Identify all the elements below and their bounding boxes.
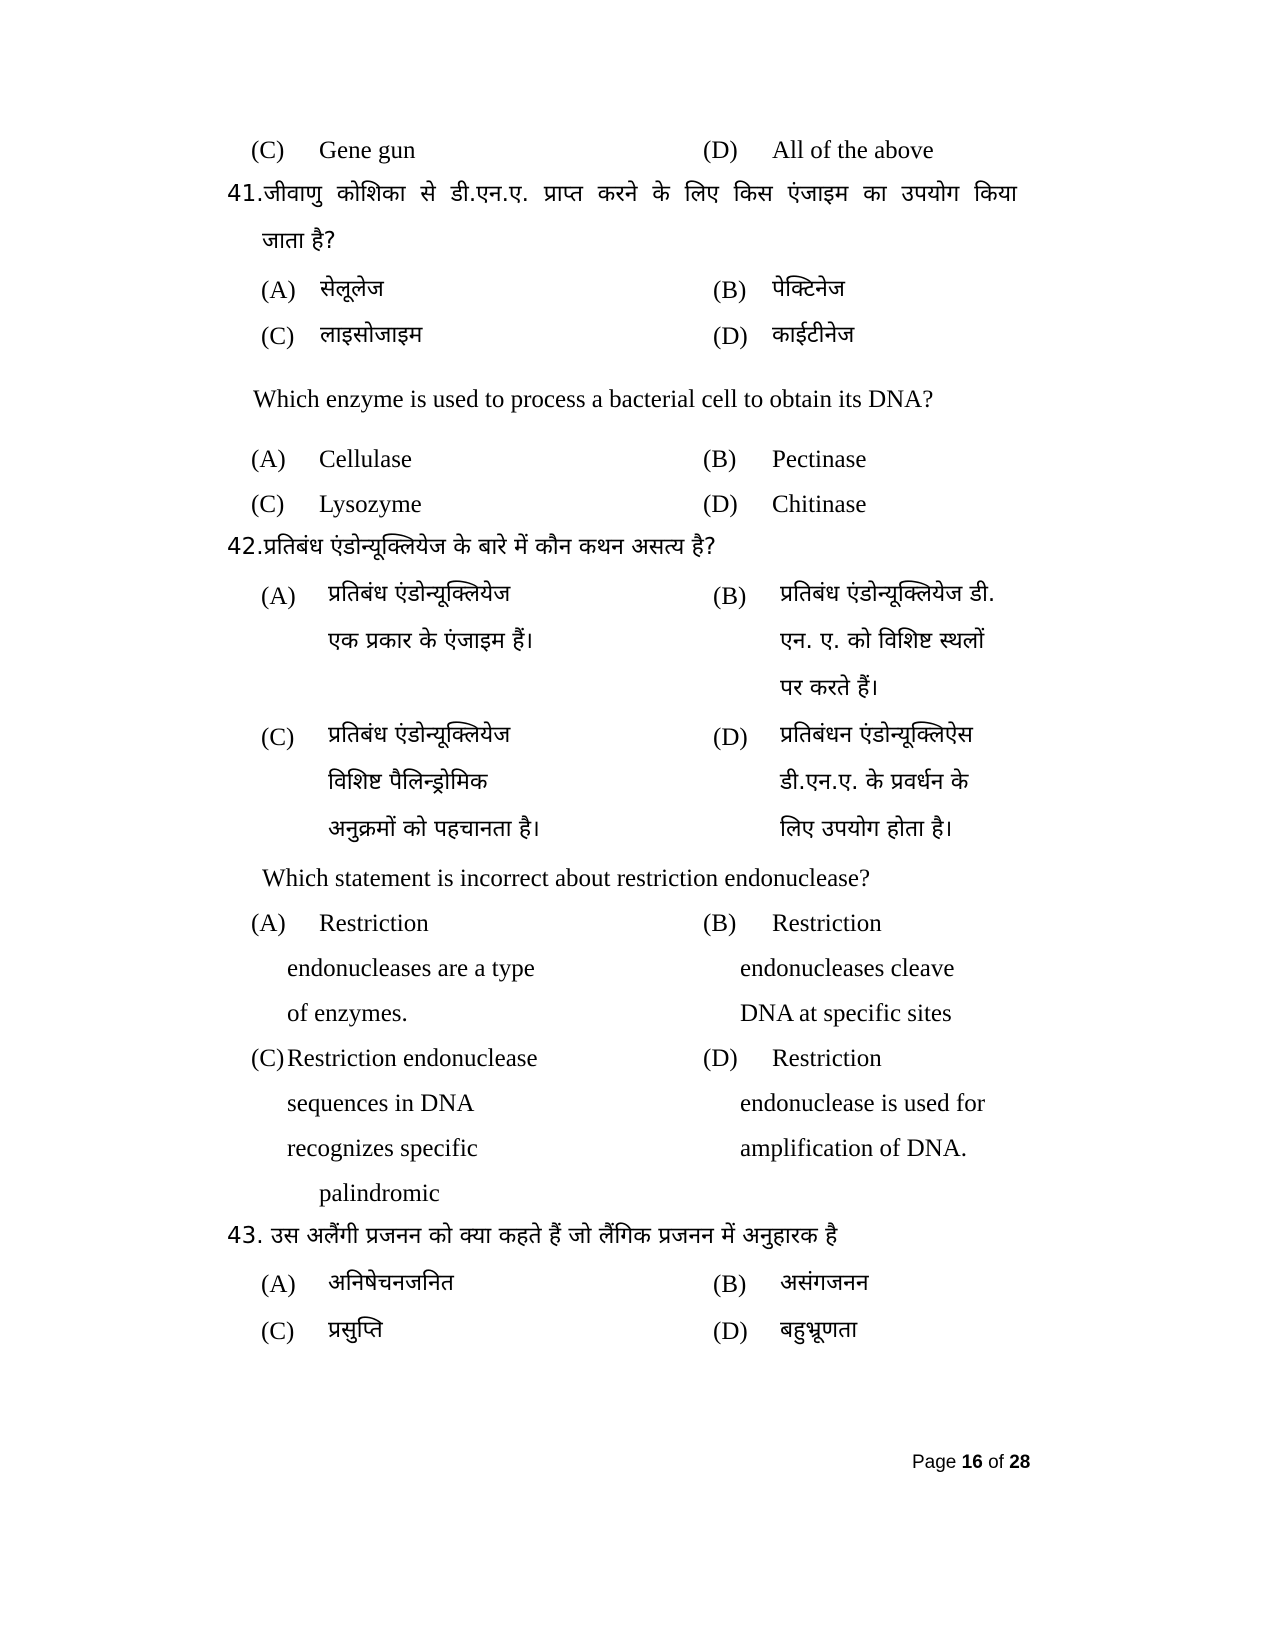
q41-english-option-c-label: (C) (251, 491, 285, 518)
q41-english-option-b-text: Pectinase (772, 446, 867, 473)
q42-english-option-d-line3: amplification of DNA. (740, 1135, 968, 1162)
footer-of-word: of (988, 1452, 1004, 1473)
q42-hindi-option-b-line3: पर करते हैं। (780, 675, 879, 701)
q42-english-option-a-label: (A) (251, 910, 286, 937)
q42-english-option-c-line2: sequences in DNA (287, 1090, 475, 1117)
q41-english-option-a-label: (A) (251, 446, 286, 473)
q41-hindi-option-c-text: लाइसोजाइम (320, 322, 423, 348)
q42-hindi-option-d-line2: डी.एन.ए. के प्रवर्धन के (780, 769, 969, 795)
q42-hindi-option-a-label: (A) (261, 583, 296, 610)
q42-english-option-b-line2: endonucleases cleave (740, 955, 955, 982)
q42-english-question: Which statement is incorrect about restriction endonuclease? (262, 865, 871, 892)
q41-hindi-option-c-label: (C) (261, 323, 295, 350)
q42-hindi-option-c-line3: अनुक्रमों को पहचानता है। (328, 816, 540, 842)
q41-english-option-d-label: (D) (703, 491, 738, 518)
q41-hindi-option-a-label: (A) (261, 277, 296, 304)
q41-hindi-question-line2: जाता है? (262, 228, 336, 254)
q41-english-option-c-text: Lysozyme (319, 491, 422, 518)
q42-english-option-c-line4: palindromic (319, 1180, 440, 1207)
q41-english-option-d-text: Chitinase (772, 491, 867, 518)
q43-hindi-option-a-text: अनिषेचनजनित (328, 1270, 454, 1296)
q40-option-d-label: (D) (703, 137, 738, 164)
q41-hindi-option-b-text: पेक्टिनेज (772, 276, 845, 302)
q42-hindi-option-d-line1: प्रतिबंधन एंडोन्यूक्लिऐस (780, 722, 973, 748)
q42-hindi-option-d-label: (D) (713, 724, 748, 751)
q42-english-option-d-label: (D) (703, 1045, 738, 1072)
q41-hindi-option-d-label: (D) (713, 323, 748, 350)
q42-english-option-c-line3: recognizes specific (287, 1135, 478, 1162)
q41-english-question: Which enzyme is used to process a bacterial cell to obtain its DNA? (253, 386, 934, 413)
q42-hindi-question: 42.प्रतिबंध एंडोन्यूक्लियेज के बारे में कौन कथन असत्य है? (227, 534, 717, 560)
q41-english-option-b-label: (B) (703, 446, 737, 473)
q42-hindi-option-b-line1: प्रतिबंध एंडोन्यूक्लियेज डी. (780, 581, 996, 607)
q43-hindi-option-c-text: प्रसुप्ति (328, 1317, 383, 1343)
q42-english-option-c-line1: Restriction endonuclease (287, 1045, 538, 1072)
q43-hindi-option-c-label: (C) (261, 1318, 295, 1345)
q43-hindi-question: 43. उस अलैंगी प्रजनन को क्या कहते हैं जो लैंगिक प्रजनन में अनुहारक है (227, 1223, 838, 1249)
q42-english-option-c-label: (C) (251, 1045, 285, 1072)
q43-hindi-option-b-text: असंगजनन (780, 1270, 869, 1296)
q41-hindi-option-b-label: (B) (713, 277, 747, 304)
page-number-footer (912, 1453, 1030, 1472)
q42-hindi-option-d-line3: लिए उपयोग होता है। (780, 816, 953, 842)
q40-option-c-text: Gene gun (319, 137, 416, 164)
q42-english-option-a-line1: Restriction (319, 910, 429, 937)
q42-english-option-b-label: (B) (703, 910, 737, 937)
q41-hindi-option-a-text: सेलूलेज (320, 276, 384, 302)
q42-english-option-b-line1: Restriction (772, 910, 882, 937)
q43-hindi-option-d-text: बहुभ्रूणता (780, 1317, 858, 1343)
q42-hindi-option-a-line2: एक प्रकार के एंजाइम हैं। (328, 628, 534, 654)
q42-hindi-option-b-label: (B) (713, 583, 747, 610)
q42-hindi-option-c-label: (C) (261, 724, 295, 751)
footer-total-pages: 28 (1009, 1452, 1031, 1473)
footer-current-page: 16 (961, 1452, 983, 1473)
q42-english-option-a-line3: of enzymes. (287, 1000, 408, 1027)
q42-english-option-a-line2: endonucleases are a type (287, 955, 535, 982)
q42-english-option-d-line1: Restriction (772, 1045, 882, 1072)
q42-hindi-option-a-line1: प्रतिबंध एंडोन्यूक्लियेज (328, 581, 511, 607)
footer-page-word: Page (912, 1452, 957, 1473)
q42-english-option-b-line3: DNA at specific sites (740, 1000, 952, 1027)
q43-hindi-option-b-label: (B) (713, 1271, 747, 1298)
q40-option-c-label: (C) (251, 137, 285, 164)
q42-english-option-d-line2: endonuclease is used for (740, 1090, 986, 1117)
q41-hindi-question-line1: 41.जीवाणु कोशिका से डी.एन.ए. प्राप्त करने के लिए किस एंजाइम का उपयोग किया (227, 181, 1017, 207)
q41-hindi-option-d-text: काईटीनेज (772, 322, 855, 348)
q41-english-option-a-text: Cellulase (319, 446, 413, 473)
q42-hindi-option-c-line2: विशिष्ट पैलिन्ड्रोमिक (328, 769, 488, 795)
q40-option-d-text: All of the above (772, 137, 934, 164)
q43-hindi-option-d-label: (D) (713, 1318, 748, 1345)
q43-hindi-option-a-label: (A) (261, 1271, 296, 1298)
q42-hindi-option-b-line2: एन. ए. को विशिष्ट स्थलों (780, 628, 985, 654)
q42-hindi-option-c-line1: प्रतिबंध एंडोन्यूक्लियेज (328, 722, 511, 748)
